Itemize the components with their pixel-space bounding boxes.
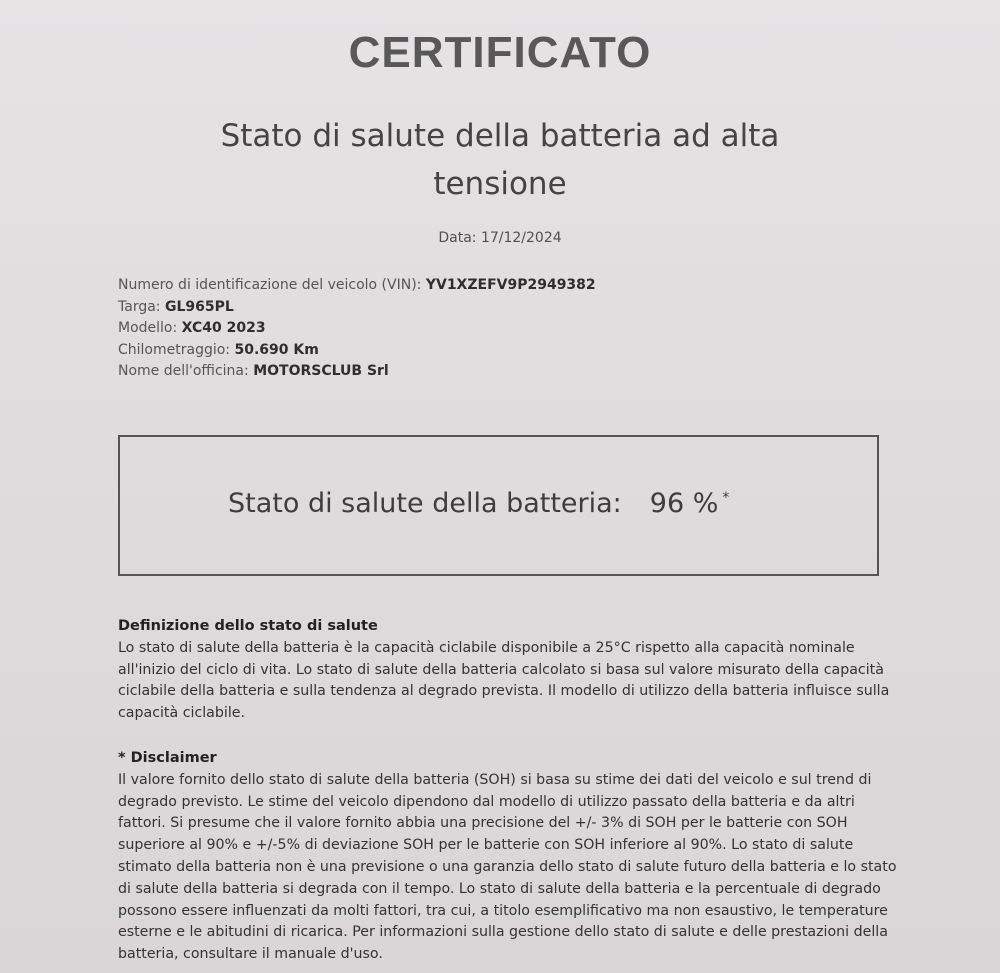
vin-label: Numero di identificazione del veicolo (VIN): [118,277,422,293]
disclaimer-section [118,748,898,966]
vehicle-info [118,275,596,383]
document-subtitle: Stato di salute della batteria ad alta tensione [220,118,780,202]
soh-result [228,488,729,519]
vin-value: YV1XZEFV9P2949382 [425,277,596,293]
mileage-value: 50.690 Km [234,341,319,358]
disclaimer-body: Il valore fornito dello stato di salute della batteria (SOH) si basa su stime dei dati del veicolo e sul trend di degrado previsto. Le stime del veicolo dipendono dal modello di utilizzo passato della batteria e da altri fattori. Si presume che il valore fornito abbia una precisione del +/- 3% di SOH per le batterie con SOH superiore al 90% e +/-5% di deviazione SOH per le batterie con SOH inferiore al 90%. Lo stato di salute stimato della batteria non è una previsione o una garanzia dello stato di salute futuro della batteria e lo stato di salute della batteria si degrada con il tempo. Lo stato di salute della batteria e la percentuale di degrado possono essere influenzati da molti fattori, tra cui, a titolo esemplificativo ma non esaustivo, le temperature esterne e le abitudini di ricarica. Per informazioni sulla gestione dello stato di salute e delle prestazioni della batteria, consultare il manuale d'uso. [118,771,897,963]
vin-row [118,275,596,297]
plate-row [118,297,596,319]
definition-section [118,616,898,725]
soh-label: Stato di salute della batteria: [228,488,622,519]
document-title: CERTIFICATO [348,28,652,77]
soh-value: 96 % [649,488,719,519]
definition-heading: Definizione dello stato di salute [118,618,378,634]
definition-body: Lo stato di salute della batteria è la capacità ciclabile disponibile a 25°C rispetto alla capacità nominale all'inizio del ciclo di vita. Lo stato di salute della batteria calcolato si basa sul valore misurato della capacità ciclabile della batteria e sulla tendenza al degrado prevista. Il modello di utilizzo della batteria influisce sulla capacità ciclabile. [118,639,890,722]
soh-footnote-mark: * [722,490,730,506]
mileage-label: Chilometraggio: [118,341,231,358]
plate-label: Targa: [118,298,161,315]
model-row [118,318,596,340]
workshop-label: Nome dell'officina: [118,363,249,379]
certificate-date: Data: 17/12/2024 [438,230,562,246]
model-value: XC40 2023 [181,320,266,336]
plate-value: GL965PL [164,298,234,315]
workshop-row [118,361,596,383]
model-label: Modello: [118,320,178,336]
mileage-row [118,340,596,362]
workshop-value: MOTORSCLUB Srl [253,363,389,379]
disclaimer-heading: * Disclaimer [118,750,217,766]
